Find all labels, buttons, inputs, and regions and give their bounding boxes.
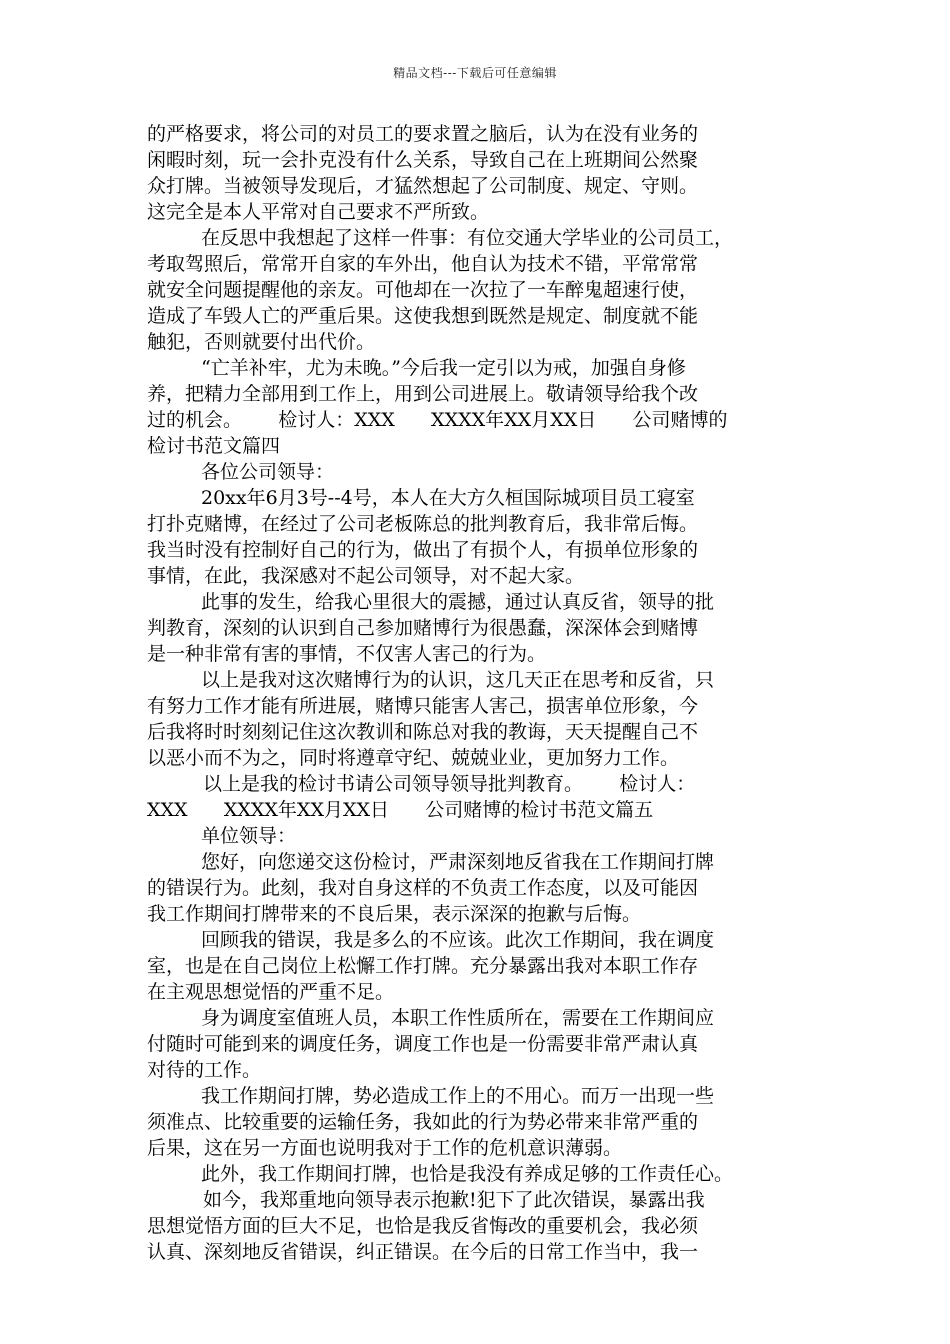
text-line: 付随时可能到来的调度任务，调度工作也是一份需要非常严肃认真 bbox=[147, 1033, 699, 1055]
text-line: 思想觉悟方面的巨大不足，也恰是我反省悔改的重要机会，我必须 bbox=[147, 1215, 699, 1237]
text-line: “亡羊补牢，尤为未晚。”今后我一定引以为戒，加强自身修 bbox=[201, 357, 686, 379]
text-line: 考取驾照后，常常开自家的车外出，他自认为技术不错，平常常常 bbox=[147, 253, 699, 275]
text-line: 须准点、比较重要的运输任务，我如此的行为势必带来非常严重的 bbox=[147, 1111, 699, 1133]
text-line: 回顾我的错误，我是多么的不应该。此次工作期间，我在调度 bbox=[201, 929, 715, 951]
text-line: 各位公司领导： bbox=[201, 461, 335, 483]
text-line: 以上是我对这次赌博行为的认识，这几天正在思考和反省，只 bbox=[201, 669, 715, 691]
text-line: 此事的发生，给我心里很大的震撼，通过认真反省，领导的批 bbox=[201, 591, 715, 613]
text-line: 20xx年6月3号--4号，本人在大方久桓国际城项目员工寝室 bbox=[201, 487, 695, 509]
text-line: 以恶小而不为之，同时将遵章守纪、兢兢业业，更加努力工作。 bbox=[147, 747, 680, 769]
text-line: 是一种非常有害的事情，不仅害人害己的行为。 bbox=[147, 643, 547, 665]
text-line: 如今，我郑重地向领导表示抱歉!犯下了此次错误，暴露出我 bbox=[203, 1189, 705, 1211]
text-line: 我工作期间打牌带来的不良后果，表示深深的抱歉与后悔。 bbox=[147, 903, 642, 925]
text-line: 检讨书范文篇四 bbox=[147, 435, 281, 457]
text-line: 打扑克赌博，在经过了公司老板陈总的批判教育后，我非常后悔。 bbox=[147, 513, 699, 535]
text-line: 您好，向您递交这份检讨，严肃深刻地反省我在工作期间打牌 bbox=[201, 851, 715, 873]
text-line: 以上是我的检讨书请公司领导领导批判教育。 检讨人： bbox=[203, 773, 696, 795]
text-line: 在反思中我想起了这样一件事：有位交通大学毕业的公司员工， bbox=[201, 227, 734, 249]
text-line: 闲暇时刻，玩一会扑克没有什么关系，导致自己在上班期间公然聚 bbox=[147, 149, 699, 171]
text-line: 造成了车毁人亡的严重后果。这使我想到既然是规定、制度就不能 bbox=[147, 305, 699, 327]
text-line: 在主观思想觉悟的严重不足。 bbox=[147, 981, 395, 1003]
text-line: 认真、深刻地反省错误，纠正错误。在今后的日常工作当中，我一 bbox=[147, 1241, 699, 1263]
text-line: 众打牌。当被领导发现后，才猛然想起了公司制度、规定、守则。 bbox=[147, 175, 699, 197]
document-body bbox=[147, 121, 807, 1265]
text-line: 触犯，否则就要付出代价。 bbox=[147, 331, 376, 353]
text-line: 对待的工作。 bbox=[147, 1059, 262, 1081]
page-header: 精品文档---下载后可任意编辑 bbox=[393, 66, 557, 80]
text-line: 的错误行为。此刻，我对自身这样的不负责工作态度，以及可能因 bbox=[147, 877, 699, 899]
text-line: 养，把精力全部用到工作上，用到公司进展上。敬请领导给我个改 bbox=[147, 383, 699, 405]
text-line: XXX XXXX年XX月XX日 公司赌博的检讨书范文篇五 bbox=[147, 799, 654, 821]
text-line: 我当时没有控制好自己的行为，做出了有损个人，有损单位形象的 bbox=[147, 539, 699, 561]
text-line: 判教育，深刻的认识到自己参加赌博行为很愚蠢，深深体会到赌博 bbox=[147, 617, 699, 639]
text-line: 身为调度室值班人员，本职工作性质所在，需要在工作期间应 bbox=[201, 1007, 715, 1029]
text-line: 我工作期间打牌，势必造成工作上的不用心。而万一出现一些 bbox=[201, 1085, 715, 1107]
text-line: 室，也是在自己岗位上松懈工作打牌。充分暴露出我对本职工作存 bbox=[147, 955, 699, 977]
text-line: 的严格要求，将公司的对员工的要求置之脑后，认为在没有业务的 bbox=[147, 123, 699, 145]
text-line: 单位领导： bbox=[201, 825, 297, 847]
text-line: 有努力工作才能有所进展，赌博只能害人害己，损害单位形象，今 bbox=[147, 695, 699, 717]
text-line: 此外，我工作期间打牌，也恰是我没有养成足够的工作责任心。 bbox=[201, 1163, 734, 1185]
text-line: 事情，在此，我深感对不起公司领导，对不起大家。 bbox=[147, 565, 585, 587]
text-line: 过的机会。 检讨人：XXX XXXX年XX月XX日 公司赌博的 bbox=[147, 409, 728, 431]
text-line: 就安全问题提醒他的亲友。可他却在一次拉了一车醉鬼超速行使， bbox=[147, 279, 699, 301]
text-line: 这完全是本人平常对自己要求不严所致。 bbox=[147, 201, 490, 223]
text-line: 后我将时时刻刻记住这次教训和陈总对我的教诲，天天提醒自己不 bbox=[147, 721, 699, 743]
text-line: 后果，这在另一方面也说明我对于工作的危机意识薄弱。 bbox=[147, 1137, 623, 1159]
